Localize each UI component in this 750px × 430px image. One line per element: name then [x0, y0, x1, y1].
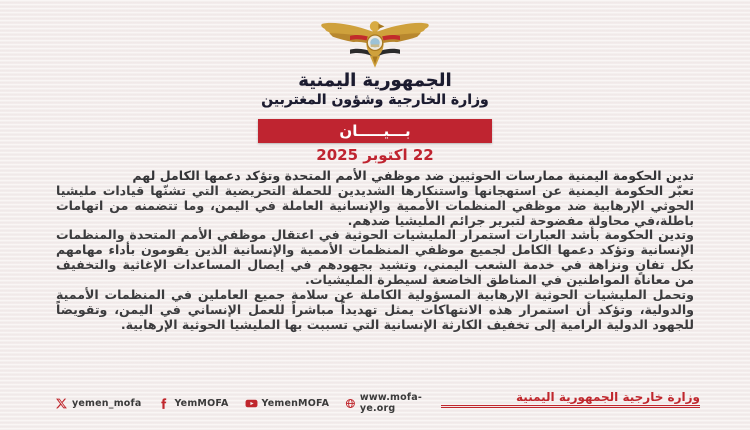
statement-paragraph: وتدين الحكومة بأشد العبارات استمرار المليشيات الحوثية في اعتقال موظفي الأمم المتحدة والمنظمات الإنسانية وتؤكد دعمها الكامل لجميع موظفي المنظمات الأممية والإنسانية الذين يقومون بأداء مهامهم بكل تفانٍ ونزاهة في خدمة الشعب اليمني، وتشيد بجهودهم في إيصال المساعدات الإغاثية والتخفيف من معاناة المواطنين في المناطق الخاضعة لسيطرة المليشيات.	[56, 227, 694, 288]
statement-date: 22 اكتوبر 2025	[316, 146, 434, 164]
social-facebook[interactable]	[157, 397, 228, 410]
statement-paragraph: تعبّر الحكومة اليمنية عن استهجانها واستنكارها الشديدين للحملة التحريضية التي تشنّها قيادات مليشيا الحوثي الإرهابية ضد موظفي المنظمات الأممية والإنسانية العاملة في اليمن، وما تتضمنه من اتهامات باطلة،في محاولة مفضوحة لتبرير جرائم المليشيا ضدهم.	[56, 182, 694, 228]
social-x-twitter[interactable]	[55, 397, 141, 410]
republic-name: الجمهورية اليمنية	[298, 70, 452, 91]
statement-paragraph: وتحمل المليشيات الحوثية الإرهابية المسؤولية الكاملة عن سلامة جميع العاملين في المنظمات الأممية والدولية، وتؤكد أن استمرار هذه الانتهاكات يمثل تهديداً مباشراً للعمل الإنساني في اليمن، وتقويضاً للجهود الدولية الرامية إلى تخفيف الكارثة الإنسانية التي تسببت بها المليشيا الحوثية الإرهابية.	[56, 286, 694, 332]
social-links	[55, 392, 441, 414]
globe-icon	[345, 397, 356, 410]
yemen-national-emblem-icon	[319, 14, 431, 68]
footer	[0, 390, 750, 414]
social-website[interactable]	[345, 392, 441, 414]
ministry-signature: وزارة خارجية الجمهورية اليمنية	[441, 390, 700, 408]
x-twitter-icon	[55, 397, 68, 410]
facebook-icon	[157, 397, 170, 410]
social-handle: YemMOFA	[174, 397, 229, 409]
statement-banner: بـــيـــــان	[258, 119, 492, 143]
statement-body	[56, 169, 694, 332]
social-youtube[interactable]	[245, 397, 330, 410]
ministry-name: وزارة الخارجية وشؤون المغتربين	[261, 92, 489, 108]
social-handle: yemen_mofa	[72, 397, 142, 409]
statement-title: تدين الحكومة اليمنية ممارسات الحوثيين ضد موظفي الأمم المتحدة وتؤكد دعمها الكامل لهم	[132, 168, 694, 183]
youtube-icon	[245, 397, 258, 410]
social-handle: YemenMOFA	[261, 397, 330, 409]
social-handle: www.mofa-ye.org	[359, 392, 422, 414]
